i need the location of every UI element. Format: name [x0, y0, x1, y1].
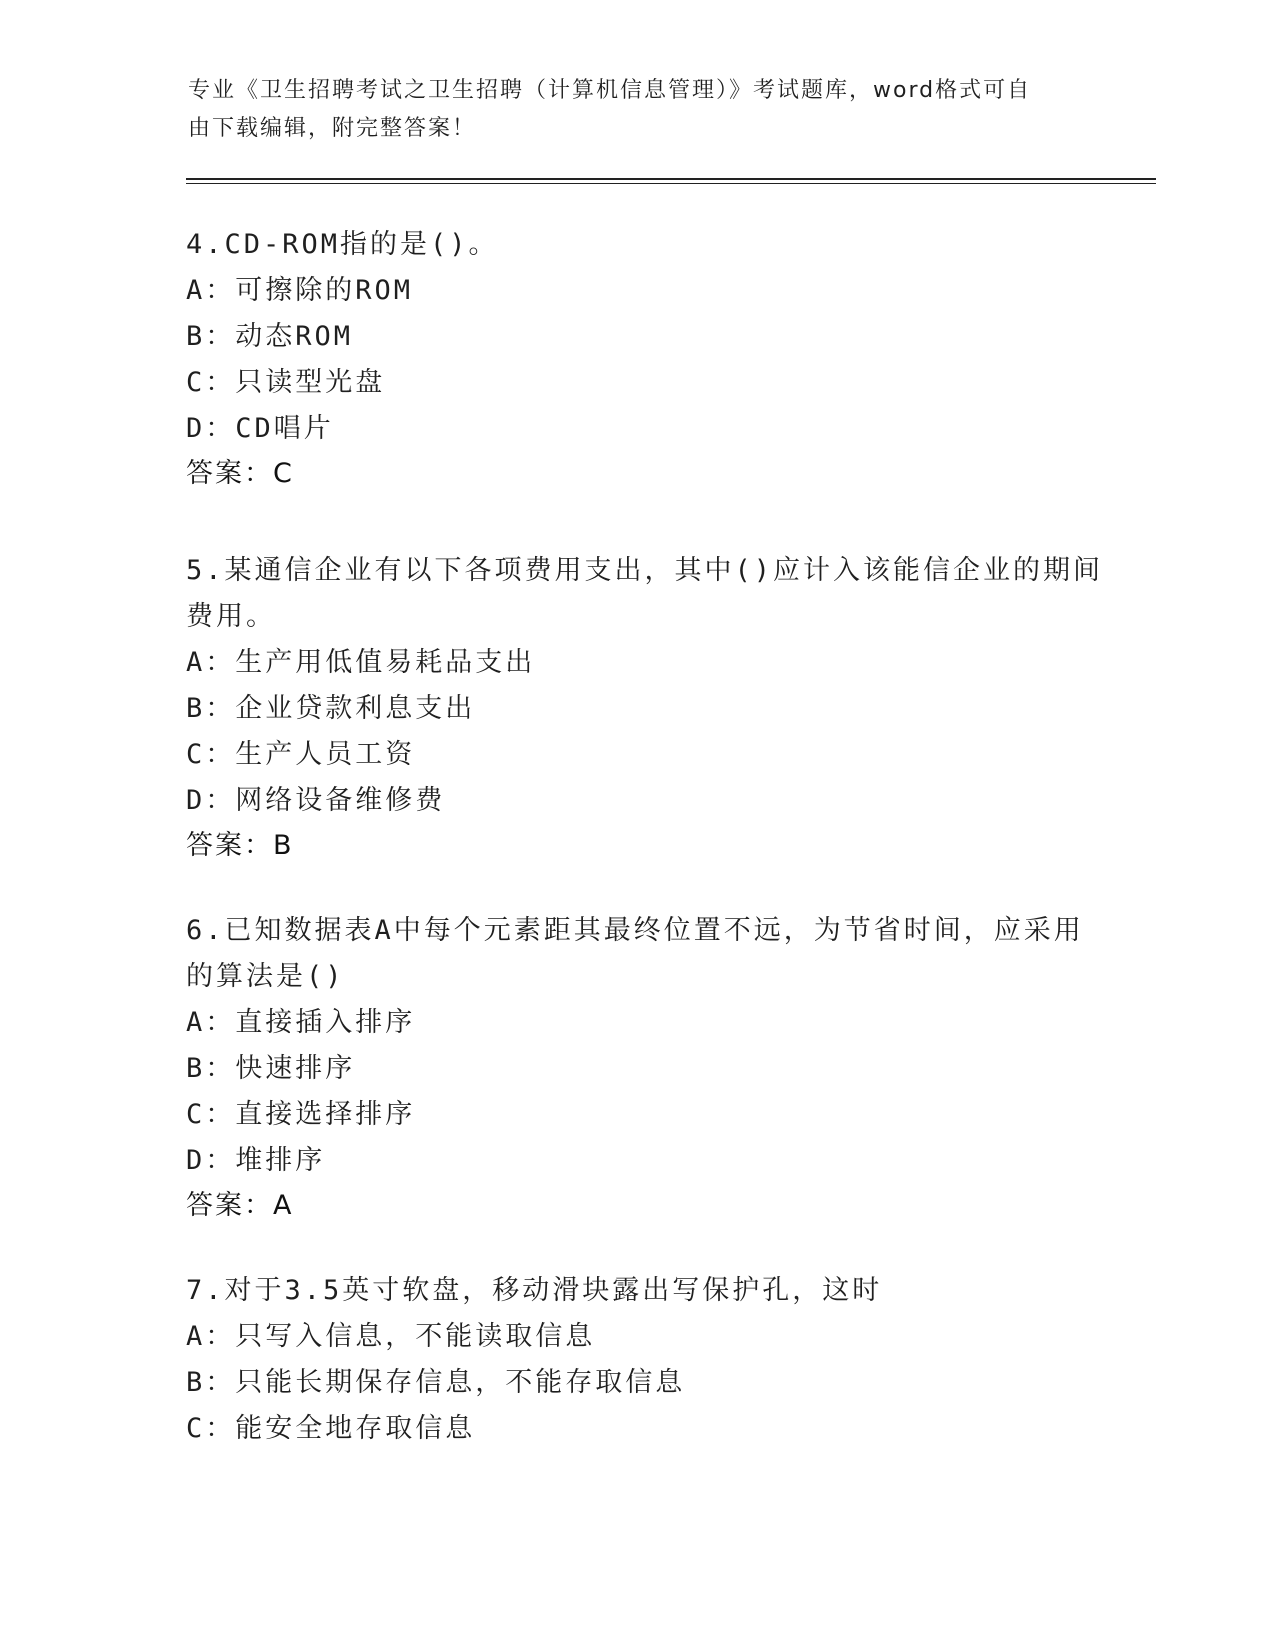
answer-label: 答案：C — [186, 458, 294, 489]
option-c: C：生产人员工资 — [186, 739, 416, 770]
option-d: D：CD唱片 — [186, 413, 334, 444]
header-line-1: 专业《卫生招聘考试之卫生招聘（计算机信息管理）》考试题库，word格式可自 — [188, 78, 1032, 103]
header-divider-thin — [186, 183, 1156, 184]
option-a: A：生产用低值易耗品支出 — [186, 647, 536, 678]
document-header — [188, 72, 1068, 148]
question-stem-continued: 费用。 — [186, 601, 276, 632]
option-b: B：只能长期保存信息，不能存取信息 — [186, 1367, 686, 1398]
option-d: D：网络设备维修费 — [186, 785, 446, 816]
question-stem: 7.对于3.5英寸软盘，移动滑块露出写保护孔，这时 — [186, 1275, 883, 1306]
option-a: A：可擦除的ROM — [186, 275, 414, 306]
option-c: C：能安全地存取信息 — [186, 1413, 476, 1444]
question-block — [186, 222, 1086, 496]
answer-label: 答案：B — [186, 830, 294, 861]
header-divider-thick — [186, 178, 1156, 180]
option-b: B：企业贷款利息支出 — [186, 693, 476, 724]
option-a: A：只写入信息，不能读取信息 — [186, 1321, 596, 1352]
question-block — [186, 548, 1104, 868]
question-stem: 4.CD-ROM指的是()。 — [186, 229, 499, 260]
answer-label: 答案：A — [186, 1190, 294, 1221]
option-b: B：快速排序 — [186, 1053, 356, 1084]
option-a: A：直接插入排序 — [186, 1007, 416, 1038]
header-line-2: 由下载编辑，附完整答案！ — [188, 116, 477, 141]
question-stem: 6.已知数据表A中每个元素距其最终位置不远，为节省时间，应采用 — [186, 915, 1084, 946]
question-block — [186, 1268, 1086, 1452]
option-b: B：动态ROM — [186, 321, 354, 352]
question-block — [186, 908, 1086, 1228]
option-d: D：堆排序 — [186, 1145, 326, 1176]
option-c: C：只读型光盘 — [186, 367, 386, 398]
question-stem: 5.某通信企业有以下各项费用支出，其中()应计入该能信企业的期间 — [186, 555, 1104, 586]
question-stem-continued: 的算法是() — [186, 961, 345, 992]
option-c: C：直接选择排序 — [186, 1099, 416, 1130]
